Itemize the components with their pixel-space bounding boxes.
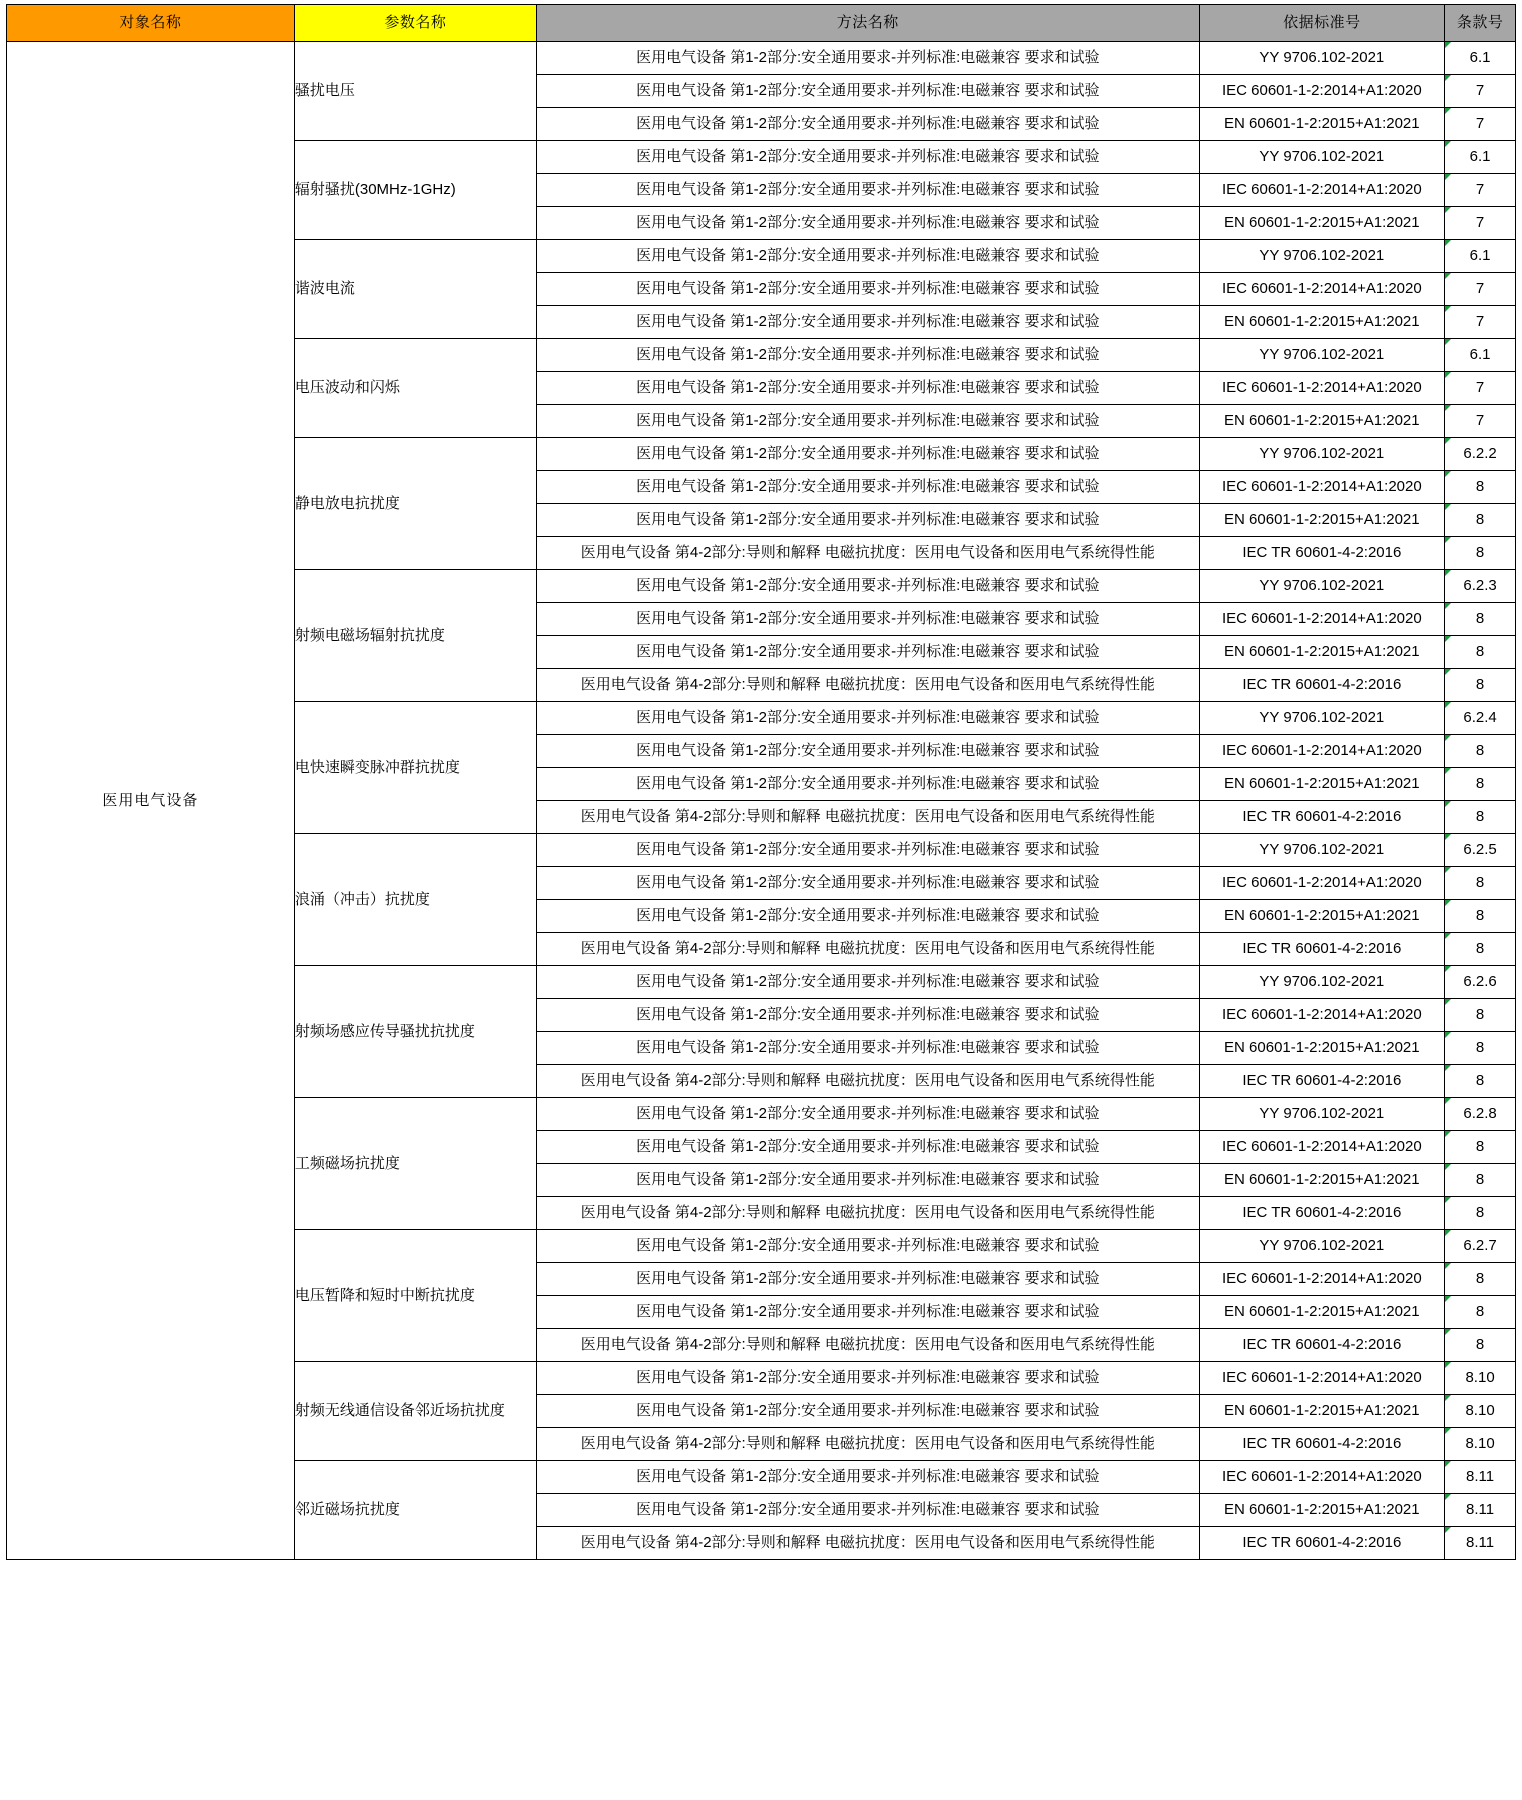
method-name-cell: 医用电气设备 第4-2部分:导则和解释 电磁抗扰度：医用电气设备和医用电气系统得性能 [537, 1527, 1200, 1560]
table-header [7, 5, 1516, 42]
clause-number-text: 7 [1475, 82, 1485, 99]
clause-number-text: 6.2.6 [1463, 973, 1497, 990]
standard-number-cell: IEC TR 60601-4-2:2016 [1199, 933, 1445, 966]
cell-comment-marker-icon [1445, 966, 1451, 972]
column-header-object: 对象名称 [7, 5, 295, 42]
clause-number-cell [1445, 1329, 1516, 1362]
cell-comment-marker-icon [1445, 1032, 1451, 1038]
clause-number-text: 8 [1475, 544, 1485, 561]
cell-comment-marker-icon [1445, 702, 1451, 708]
column-header-clause: 条款号 [1445, 5, 1516, 42]
standard-number-cell: IEC TR 60601-4-2:2016 [1199, 537, 1445, 570]
column-header-standard: 依据标准号 [1199, 5, 1445, 42]
method-name-cell: 医用电气设备 第1-2部分:安全通用要求-并列标准:电磁兼容 要求和试验 [537, 1131, 1200, 1164]
standard-number-cell: YY 9706.102-2021 [1199, 42, 1445, 75]
clause-number-text: 8 [1475, 1171, 1485, 1188]
cell-comment-marker-icon [1445, 240, 1451, 246]
cell-comment-marker-icon [1445, 1329, 1451, 1335]
cell-comment-marker-icon [1445, 867, 1451, 873]
standard-number-cell: IEC 60601-1-2:2014+A1:2020 [1199, 1362, 1445, 1395]
clause-number-cell [1445, 174, 1516, 207]
cell-comment-marker-icon [1445, 1263, 1451, 1269]
standard-number-cell: EN 60601-1-2:2015+A1:2021 [1199, 405, 1445, 438]
parameter-name-cell: 电压波动和闪烁 [294, 339, 536, 438]
method-name-cell: 医用电气设备 第1-2部分:安全通用要求-并列标准:电磁兼容 要求和试验 [537, 1098, 1200, 1131]
standard-number-cell: EN 60601-1-2:2015+A1:2021 [1199, 1494, 1445, 1527]
clause-number-cell [1445, 933, 1516, 966]
clause-number-text: 6.2.3 [1463, 577, 1497, 594]
standard-number-cell: IEC TR 60601-4-2:2016 [1199, 801, 1445, 834]
parameter-name-cell: 浪涌（冲击）抗扰度 [294, 834, 536, 966]
standard-number-cell: IEC TR 60601-4-2:2016 [1199, 1428, 1445, 1461]
clause-number-cell [1445, 1131, 1516, 1164]
clause-number-text: 8 [1475, 1204, 1485, 1221]
cell-comment-marker-icon [1445, 471, 1451, 477]
clause-number-text: 7 [1475, 181, 1485, 198]
method-name-cell: 医用电气设备 第4-2部分:导则和解释 电磁抗扰度：医用电气设备和医用电气系统得性能 [537, 1197, 1200, 1230]
method-name-cell: 医用电气设备 第1-2部分:安全通用要求-并列标准:电磁兼容 要求和试验 [537, 339, 1200, 372]
cell-comment-marker-icon [1445, 1164, 1451, 1170]
clause-number-text: 8.10 [1465, 1369, 1495, 1386]
clause-number-cell [1445, 339, 1516, 372]
clause-number-text: 8 [1475, 1039, 1485, 1056]
clause-number-text: 6.1 [1469, 148, 1491, 165]
method-name-cell: 医用电气设备 第1-2部分:安全通用要求-并列标准:电磁兼容 要求和试验 [537, 504, 1200, 537]
standard-number-cell: IEC 60601-1-2:2014+A1:2020 [1199, 1131, 1445, 1164]
cell-comment-marker-icon [1445, 834, 1451, 840]
method-name-cell: 医用电气设备 第4-2部分:导则和解释 电磁抗扰度：医用电气设备和医用电气系统得性能 [537, 801, 1200, 834]
parameter-name-cell: 电压暂降和短时中断抗扰度 [294, 1230, 536, 1362]
method-name-cell: 医用电气设备 第1-2部分:安全通用要求-并列标准:电磁兼容 要求和试验 [537, 900, 1200, 933]
cell-comment-marker-icon [1445, 1197, 1451, 1203]
method-name-cell: 医用电气设备 第1-2部分:安全通用要求-并列标准:电磁兼容 要求和试验 [537, 141, 1200, 174]
method-name-cell: 医用电气设备 第1-2部分:安全通用要求-并列标准:电磁兼容 要求和试验 [537, 1362, 1200, 1395]
column-header-method: 方法名称 [537, 5, 1200, 42]
clause-number-cell [1445, 273, 1516, 306]
cell-comment-marker-icon [1445, 900, 1451, 906]
cell-comment-marker-icon [1445, 1362, 1451, 1368]
cell-comment-marker-icon [1445, 108, 1451, 114]
clause-number-cell [1445, 900, 1516, 933]
standard-number-cell: IEC TR 60601-4-2:2016 [1199, 1197, 1445, 1230]
clause-number-text: 7 [1475, 412, 1485, 429]
standard-number-cell: IEC 60601-1-2:2014+A1:2020 [1199, 471, 1445, 504]
method-name-cell: 医用电气设备 第4-2部分:导则和解释 电磁抗扰度：医用电气设备和医用电气系统得性能 [537, 537, 1200, 570]
clause-number-cell [1445, 207, 1516, 240]
clause-number-text: 6.2.8 [1463, 1105, 1497, 1122]
table-row [7, 42, 1516, 75]
clause-number-cell [1445, 801, 1516, 834]
clause-number-text: 7 [1475, 214, 1485, 231]
standard-number-cell: EN 60601-1-2:2015+A1:2021 [1199, 306, 1445, 339]
parameter-name-cell: 邻近磁场抗扰度 [294, 1461, 536, 1560]
clause-number-text: 8 [1475, 742, 1485, 759]
standard-number-cell: YY 9706.102-2021 [1199, 1098, 1445, 1131]
clause-number-cell [1445, 570, 1516, 603]
cell-comment-marker-icon [1445, 1131, 1451, 1137]
method-name-cell: 医用电气设备 第4-2部分:导则和解释 电磁抗扰度：医用电气设备和医用电气系统得性能 [537, 1329, 1200, 1362]
method-name-cell: 医用电气设备 第1-2部分:安全通用要求-并列标准:电磁兼容 要求和试验 [537, 702, 1200, 735]
cell-comment-marker-icon [1445, 504, 1451, 510]
standard-number-cell: EN 60601-1-2:2015+A1:2021 [1199, 636, 1445, 669]
clause-number-cell [1445, 1197, 1516, 1230]
standard-number-cell: IEC 60601-1-2:2014+A1:2020 [1199, 603, 1445, 636]
clause-number-cell [1445, 1230, 1516, 1263]
cell-comment-marker-icon [1445, 669, 1451, 675]
standard-number-cell: IEC 60601-1-2:2014+A1:2020 [1199, 174, 1445, 207]
cell-comment-marker-icon [1445, 1230, 1451, 1236]
clause-number-cell [1445, 1395, 1516, 1428]
clause-number-text: 8.10 [1465, 1435, 1495, 1452]
clause-number-text: 7 [1475, 313, 1485, 330]
cell-comment-marker-icon [1445, 1494, 1451, 1500]
cell-comment-marker-icon [1445, 537, 1451, 543]
clause-number-cell [1445, 108, 1516, 141]
standard-number-cell: EN 60601-1-2:2015+A1:2021 [1199, 768, 1445, 801]
standard-number-cell: YY 9706.102-2021 [1199, 339, 1445, 372]
standard-number-cell: IEC 60601-1-2:2014+A1:2020 [1199, 867, 1445, 900]
clause-number-cell [1445, 306, 1516, 339]
method-name-cell: 医用电气设备 第1-2部分:安全通用要求-并列标准:电磁兼容 要求和试验 [537, 240, 1200, 273]
clause-number-text: 8 [1475, 874, 1485, 891]
cell-comment-marker-icon [1445, 207, 1451, 213]
standard-number-cell: IEC TR 60601-4-2:2016 [1199, 669, 1445, 702]
method-name-cell: 医用电气设备 第1-2部分:安全通用要求-并列标准:电磁兼容 要求和试验 [537, 1494, 1200, 1527]
clause-number-text: 6.2.2 [1463, 445, 1497, 462]
cell-comment-marker-icon [1445, 1461, 1451, 1467]
test-capability-table [6, 4, 1516, 1560]
parameter-name-cell: 电快速瞬变脉冲群抗扰度 [294, 702, 536, 834]
clause-number-cell [1445, 1461, 1516, 1494]
clause-number-cell [1445, 1065, 1516, 1098]
method-name-cell: 医用电气设备 第1-2部分:安全通用要求-并列标准:电磁兼容 要求和试验 [537, 1296, 1200, 1329]
clause-number-text: 8 [1475, 1336, 1485, 1353]
object-name-cell: 医用电气设备 [7, 42, 295, 1560]
cell-comment-marker-icon [1445, 603, 1451, 609]
standard-number-cell: YY 9706.102-2021 [1199, 966, 1445, 999]
standard-number-cell: EN 60601-1-2:2015+A1:2021 [1199, 1395, 1445, 1428]
cell-comment-marker-icon [1445, 42, 1451, 48]
clause-number-cell [1445, 240, 1516, 273]
clause-number-text: 8 [1475, 676, 1485, 693]
standard-number-cell: IEC TR 60601-4-2:2016 [1199, 1527, 1445, 1560]
header-row [7, 5, 1516, 42]
method-name-cell: 医用电气设备 第1-2部分:安全通用要求-并列标准:电磁兼容 要求和试验 [537, 273, 1200, 306]
parameter-name-cell: 射频电磁场辐射抗扰度 [294, 570, 536, 702]
standard-number-cell: IEC 60601-1-2:2014+A1:2020 [1199, 372, 1445, 405]
clause-number-cell [1445, 966, 1516, 999]
cell-comment-marker-icon [1445, 339, 1451, 345]
clause-number-cell [1445, 438, 1516, 471]
clause-number-text: 6.1 [1469, 247, 1491, 264]
parameter-name-cell: 射频无线通信设备邻近场抗扰度 [294, 1362, 536, 1461]
standard-number-cell: YY 9706.102-2021 [1199, 438, 1445, 471]
standard-number-cell: EN 60601-1-2:2015+A1:2021 [1199, 900, 1445, 933]
cell-comment-marker-icon [1445, 570, 1451, 576]
clause-number-text: 6.2.7 [1463, 1237, 1497, 1254]
method-name-cell: 医用电气设备 第1-2部分:安全通用要求-并列标准:电磁兼容 要求和试验 [537, 42, 1200, 75]
standard-number-cell: EN 60601-1-2:2015+A1:2021 [1199, 1296, 1445, 1329]
cell-comment-marker-icon [1445, 1527, 1451, 1533]
method-name-cell: 医用电气设备 第1-2部分:安全通用要求-并列标准:电磁兼容 要求和试验 [537, 1164, 1200, 1197]
method-name-cell: 医用电气设备 第1-2部分:安全通用要求-并列标准:电磁兼容 要求和试验 [537, 636, 1200, 669]
method-name-cell: 医用电气设备 第1-2部分:安全通用要求-并列标准:电磁兼容 要求和试验 [537, 1032, 1200, 1065]
cell-comment-marker-icon [1445, 636, 1451, 642]
standard-number-cell: IEC 60601-1-2:2014+A1:2020 [1199, 273, 1445, 306]
cell-comment-marker-icon [1445, 735, 1451, 741]
method-name-cell: 医用电气设备 第1-2部分:安全通用要求-并列标准:电磁兼容 要求和试验 [537, 570, 1200, 603]
cell-comment-marker-icon [1445, 1428, 1451, 1434]
clause-number-text: 8 [1475, 808, 1485, 825]
clause-number-cell [1445, 603, 1516, 636]
method-name-cell: 医用电气设备 第1-2部分:安全通用要求-并列标准:电磁兼容 要求和试验 [537, 75, 1200, 108]
standard-number-cell: IEC TR 60601-4-2:2016 [1199, 1065, 1445, 1098]
cell-comment-marker-icon [1445, 273, 1451, 279]
clause-number-text: 7 [1475, 115, 1485, 132]
method-name-cell: 医用电气设备 第1-2部分:安全通用要求-并列标准:电磁兼容 要求和试验 [537, 306, 1200, 339]
clause-number-cell [1445, 1296, 1516, 1329]
clause-number-text: 7 [1475, 379, 1485, 396]
method-name-cell: 医用电气设备 第1-2部分:安全通用要求-并列标准:电磁兼容 要求和试验 [537, 471, 1200, 504]
standard-number-cell: IEC 60601-1-2:2014+A1:2020 [1199, 75, 1445, 108]
method-name-cell: 医用电气设备 第1-2部分:安全通用要求-并列标准:电磁兼容 要求和试验 [537, 372, 1200, 405]
method-name-cell: 医用电气设备 第1-2部分:安全通用要求-并列标准:电磁兼容 要求和试验 [537, 1395, 1200, 1428]
clause-number-cell [1445, 735, 1516, 768]
standard-number-cell: EN 60601-1-2:2015+A1:2021 [1199, 1164, 1445, 1197]
cell-comment-marker-icon [1445, 1098, 1451, 1104]
clause-number-cell [1445, 1362, 1516, 1395]
clause-number-cell [1445, 405, 1516, 438]
clause-number-text: 8 [1475, 643, 1485, 660]
clause-number-text: 8 [1475, 1138, 1485, 1155]
clause-number-text: 6.2.4 [1463, 709, 1497, 726]
method-name-cell: 医用电气设备 第1-2部分:安全通用要求-并列标准:电磁兼容 要求和试验 [537, 999, 1200, 1032]
clause-number-cell [1445, 504, 1516, 537]
method-name-cell: 医用电气设备 第4-2部分:导则和解释 电磁抗扰度：医用电气设备和医用电气系统得性能 [537, 933, 1200, 966]
standard-number-cell: EN 60601-1-2:2015+A1:2021 [1199, 504, 1445, 537]
cell-comment-marker-icon [1445, 405, 1451, 411]
method-name-cell: 医用电气设备 第4-2部分:导则和解释 电磁抗扰度：医用电气设备和医用电气系统得性能 [537, 1428, 1200, 1461]
table-body [7, 42, 1516, 1560]
method-name-cell: 医用电气设备 第1-2部分:安全通用要求-并列标准:电磁兼容 要求和试验 [537, 1263, 1200, 1296]
cell-comment-marker-icon [1445, 75, 1451, 81]
clause-number-text: 8 [1475, 610, 1485, 627]
clause-number-cell [1445, 1494, 1516, 1527]
clause-number-cell [1445, 1527, 1516, 1560]
standard-number-cell: IEC 60601-1-2:2014+A1:2020 [1199, 999, 1445, 1032]
cell-comment-marker-icon [1445, 1065, 1451, 1071]
method-name-cell: 医用电气设备 第1-2部分:安全通用要求-并列标准:电磁兼容 要求和试验 [537, 603, 1200, 636]
clause-number-cell [1445, 1098, 1516, 1131]
cell-comment-marker-icon [1445, 306, 1451, 312]
clause-number-text: 6.2.5 [1463, 841, 1497, 858]
clause-number-text: 8 [1475, 940, 1485, 957]
method-name-cell: 医用电气设备 第1-2部分:安全通用要求-并列标准:电磁兼容 要求和试验 [537, 174, 1200, 207]
clause-number-text: 8 [1475, 511, 1485, 528]
clause-number-cell [1445, 702, 1516, 735]
clause-number-text: 8.10 [1465, 1402, 1495, 1419]
cell-comment-marker-icon [1445, 933, 1451, 939]
standard-number-cell: EN 60601-1-2:2015+A1:2021 [1199, 108, 1445, 141]
standard-number-cell: YY 9706.102-2021 [1199, 1230, 1445, 1263]
clause-number-text: 6.1 [1469, 49, 1491, 66]
clause-number-text: 8 [1475, 907, 1485, 924]
clause-number-cell [1445, 669, 1516, 702]
clause-number-cell [1445, 867, 1516, 900]
standard-number-cell: IEC 60601-1-2:2014+A1:2020 [1199, 1263, 1445, 1296]
standard-number-cell: YY 9706.102-2021 [1199, 702, 1445, 735]
method-name-cell: 医用电气设备 第1-2部分:安全通用要求-并列标准:电磁兼容 要求和试验 [537, 768, 1200, 801]
clause-number-cell [1445, 1032, 1516, 1065]
parameter-name-cell: 工频磁场抗扰度 [294, 1098, 536, 1230]
clause-number-cell [1445, 75, 1516, 108]
clause-number-text: 8 [1475, 1270, 1485, 1287]
standard-number-cell: YY 9706.102-2021 [1199, 834, 1445, 867]
clause-number-cell [1445, 372, 1516, 405]
clause-number-cell [1445, 636, 1516, 669]
cell-comment-marker-icon [1445, 1296, 1451, 1302]
standard-number-cell: YY 9706.102-2021 [1199, 570, 1445, 603]
clause-number-cell [1445, 537, 1516, 570]
clause-number-text: 8 [1475, 775, 1485, 792]
clause-number-text: 8.11 [1466, 1501, 1495, 1518]
cell-comment-marker-icon [1445, 141, 1451, 147]
method-name-cell: 医用电气设备 第1-2部分:安全通用要求-并列标准:电磁兼容 要求和试验 [537, 1230, 1200, 1263]
parameter-name-cell: 射频场感应传导骚扰抗扰度 [294, 966, 536, 1098]
method-name-cell: 医用电气设备 第1-2部分:安全通用要求-并列标准:电磁兼容 要求和试验 [537, 108, 1200, 141]
method-name-cell: 医用电气设备 第4-2部分:导则和解释 电磁抗扰度：医用电气设备和医用电气系统得性能 [537, 1065, 1200, 1098]
clause-number-text: 7 [1475, 280, 1485, 297]
clause-number-cell [1445, 141, 1516, 174]
method-name-cell: 医用电气设备 第1-2部分:安全通用要求-并列标准:电磁兼容 要求和试验 [537, 735, 1200, 768]
method-name-cell: 医用电气设备 第1-2部分:安全通用要求-并列标准:电磁兼容 要求和试验 [537, 834, 1200, 867]
parameter-name-cell: 静电放电抗扰度 [294, 438, 536, 570]
clause-number-text: 8 [1475, 478, 1485, 495]
parameter-name-cell: 骚扰电压 [294, 42, 536, 141]
method-name-cell: 医用电气设备 第1-2部分:安全通用要求-并列标准:电磁兼容 要求和试验 [537, 438, 1200, 471]
standard-number-cell: IEC 60601-1-2:2014+A1:2020 [1199, 735, 1445, 768]
standard-number-cell: YY 9706.102-2021 [1199, 240, 1445, 273]
clause-number-cell [1445, 1428, 1516, 1461]
clause-number-cell [1445, 1164, 1516, 1197]
clause-number-text: 6.1 [1469, 346, 1491, 363]
cell-comment-marker-icon [1445, 801, 1451, 807]
method-name-cell: 医用电气设备 第1-2部分:安全通用要求-并列标准:电磁兼容 要求和试验 [537, 867, 1200, 900]
clause-number-cell [1445, 834, 1516, 867]
clause-number-cell [1445, 999, 1516, 1032]
method-name-cell: 医用电气设备 第1-2部分:安全通用要求-并列标准:电磁兼容 要求和试验 [537, 207, 1200, 240]
standard-number-cell: IEC TR 60601-4-2:2016 [1199, 1329, 1445, 1362]
cell-comment-marker-icon [1445, 438, 1451, 444]
method-name-cell: 医用电气设备 第1-2部分:安全通用要求-并列标准:电磁兼容 要求和试验 [537, 1461, 1200, 1494]
parameter-name-cell: 谐波电流 [294, 240, 536, 339]
standard-number-cell: EN 60601-1-2:2015+A1:2021 [1199, 207, 1445, 240]
standard-number-cell: YY 9706.102-2021 [1199, 141, 1445, 174]
clause-number-cell [1445, 471, 1516, 504]
parameter-name-cell: 辐射骚扰(30MHz-1GHz) [294, 141, 536, 240]
cell-comment-marker-icon [1445, 372, 1451, 378]
clause-number-text: 8 [1475, 1006, 1485, 1023]
clause-number-text: 8.11 [1466, 1534, 1495, 1551]
clause-number-text: 8 [1475, 1072, 1485, 1089]
clause-number-text: 8 [1475, 1303, 1485, 1320]
cell-comment-marker-icon [1445, 174, 1451, 180]
cell-comment-marker-icon [1445, 999, 1451, 1005]
standard-number-cell: IEC 60601-1-2:2014+A1:2020 [1199, 1461, 1445, 1494]
method-name-cell: 医用电气设备 第1-2部分:安全通用要求-并列标准:电磁兼容 要求和试验 [537, 966, 1200, 999]
clause-number-cell [1445, 768, 1516, 801]
clause-number-cell [1445, 42, 1516, 75]
method-name-cell: 医用电气设备 第1-2部分:安全通用要求-并列标准:电磁兼容 要求和试验 [537, 405, 1200, 438]
cell-comment-marker-icon [1445, 768, 1451, 774]
clause-number-text: 8.11 [1466, 1468, 1495, 1485]
clause-number-cell [1445, 1263, 1516, 1296]
method-name-cell: 医用电气设备 第4-2部分:导则和解释 电磁抗扰度：医用电气设备和医用电气系统得性能 [537, 669, 1200, 702]
column-header-parameter: 参数名称 [294, 5, 536, 42]
standard-number-cell: EN 60601-1-2:2015+A1:2021 [1199, 1032, 1445, 1065]
cell-comment-marker-icon [1445, 1395, 1451, 1401]
